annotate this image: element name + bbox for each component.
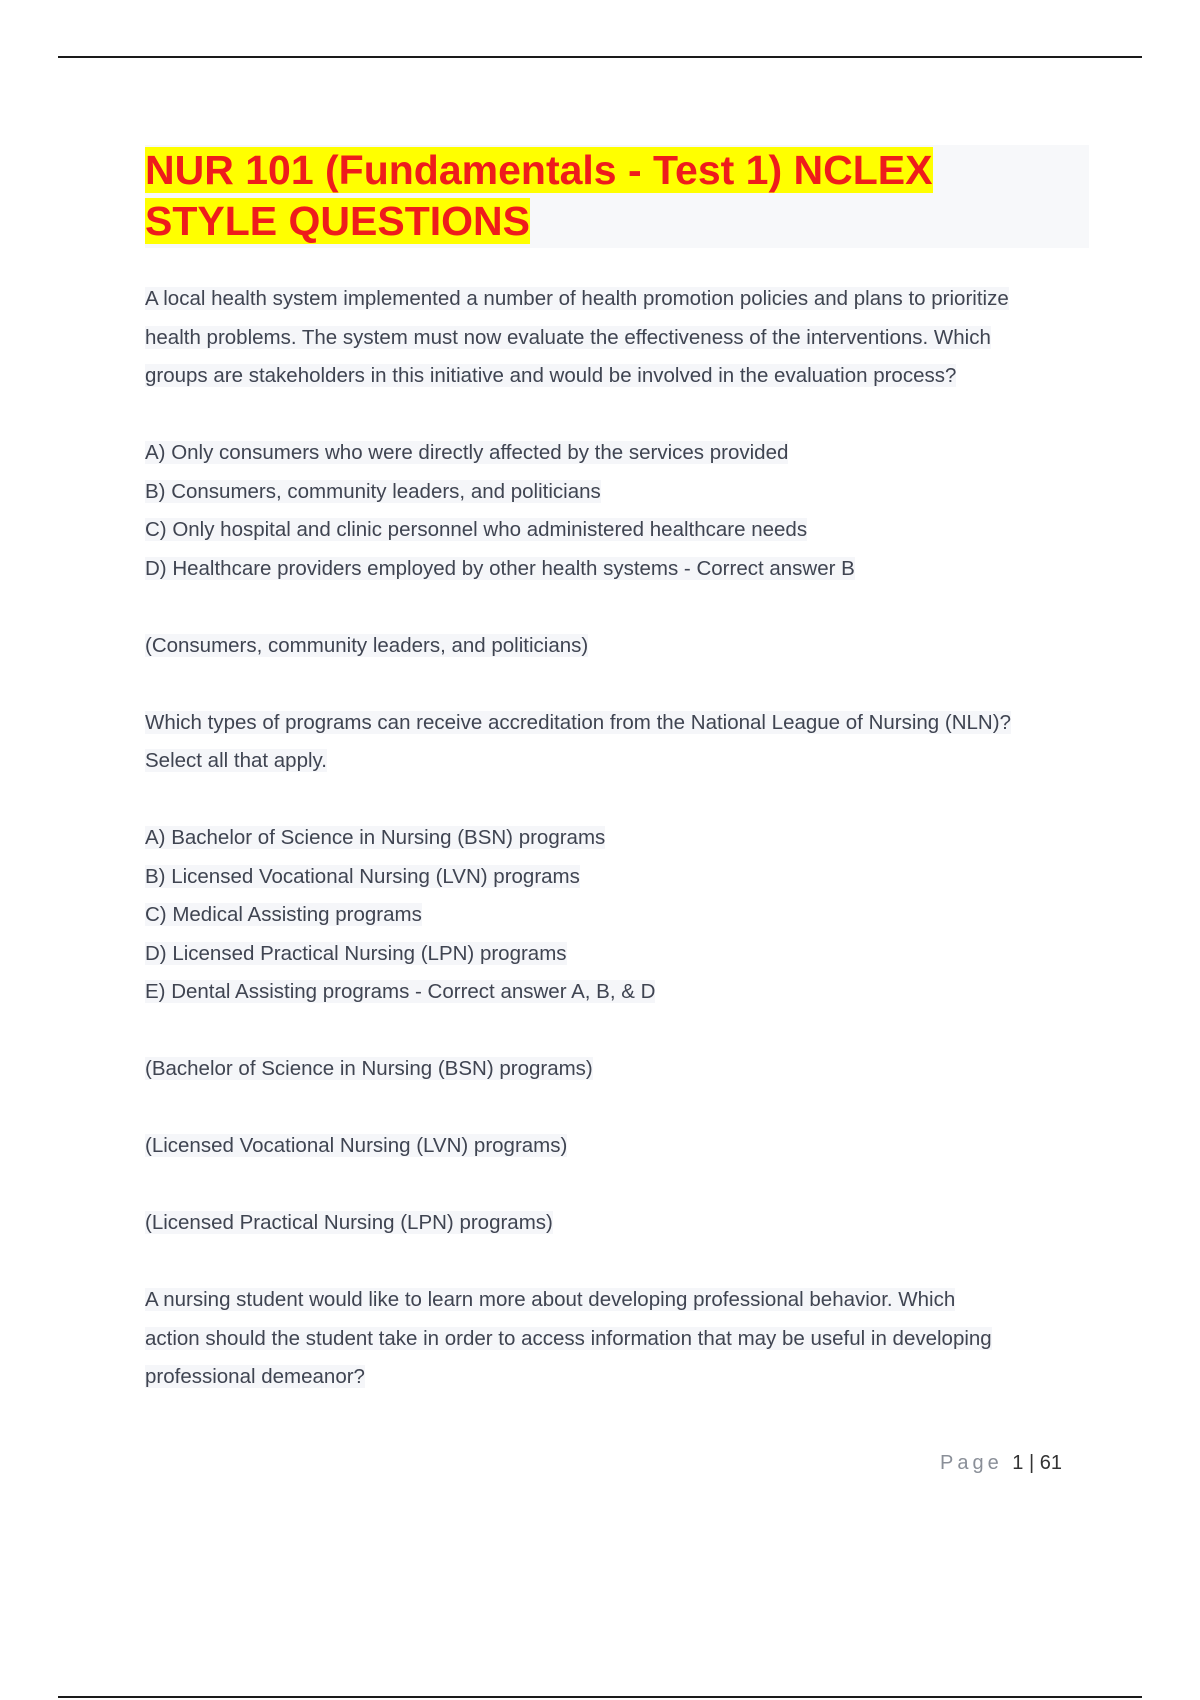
question-2-explanation-2: [145, 1127, 1090, 1166]
explanation-text: (Licensed Vocational Nursing (LVN) programs): [145, 1134, 568, 1157]
page-total: 61: [1039, 1452, 1062, 1474]
answer-option-a: A) Only consumers who were directly affected by the services provided: [145, 441, 789, 464]
stem-line: Select all that apply.: [145, 749, 327, 772]
page-footer: [940, 1452, 1062, 1475]
document-body: [145, 280, 1090, 1397]
question-1-options: [145, 434, 1090, 588]
answer-option-d: D) Licensed Practical Nursing (LPN) programs: [145, 941, 567, 965]
stem-line: professional demeanor?: [145, 1365, 365, 1388]
page-number: 1: [1012, 1452, 1024, 1474]
explanation-text: (Licensed Practical Nursing (LPN) programs): [145, 1211, 553, 1234]
stem-line: A nursing student would like to learn more about developing professional behavior. Which: [145, 1288, 956, 1311]
question-3-stem: [145, 1281, 1090, 1397]
answer-option-c: C) Only hospital and clinic personnel who administered healthcare needs: [145, 518, 808, 541]
stem-line: A local health system implemented a number of health promotion policies and plans to prioritize: [145, 287, 1009, 310]
stem-line: health problems. The system must now evaluate the effectiveness of the interventions. Which: [145, 325, 991, 349]
answer-option-a: A) Bachelor of Science in Nursing (BSN) programs: [145, 826, 606, 849]
explanation-text: (Bachelor of Science in Nursing (BSN) programs): [145, 1057, 593, 1080]
question-3: [145, 1281, 1090, 1397]
answer-option-b: B) Consumers, community leaders, and politicians: [145, 479, 601, 503]
explanation-text: (Consumers, community leaders, and politicians): [145, 633, 589, 657]
question-1-stem: [145, 280, 1090, 396]
question-2-stem: [145, 704, 1090, 781]
stem-line: Which types of programs can receive accreditation from the National League of Nursing (NLN)?: [145, 710, 1011, 734]
top-rule: [58, 56, 1142, 58]
title-block: [145, 145, 1089, 248]
answer-option-e: E) Dental Assisting programs - Correct answer A, B, & D: [145, 980, 656, 1003]
answer-option-b: B) Licensed Vocational Nursing (LVN) programs: [145, 864, 580, 888]
question-2-explanation-3: [145, 1204, 1090, 1243]
document-title: [145, 145, 1089, 247]
bottom-rule: [58, 1696, 1142, 1698]
page-separator: |: [1028, 1452, 1035, 1474]
question-1-explanation: [145, 627, 1090, 666]
title-line-2: STYLE QUESTIONS: [145, 198, 530, 244]
question-2-explanation-1: [145, 1050, 1090, 1089]
page-label: Page: [940, 1452, 1003, 1474]
question-2-options: [145, 819, 1090, 1012]
stem-line: action should the student take in order to access information that may be useful in developing: [145, 1326, 992, 1350]
title-line-1: NUR 101 (Fundamentals - Test 1) NCLEX: [145, 147, 933, 193]
question-2: [145, 704, 1090, 1243]
answer-option-c: C) Medical Assisting programs: [145, 903, 422, 926]
answer-option-d: D) Healthcare providers employed by other health systems - Correct answer B: [145, 556, 855, 580]
question-1: [145, 280, 1090, 665]
stem-line: groups are stakeholders in this initiative and would be involved in the evaluation process?: [145, 364, 957, 387]
